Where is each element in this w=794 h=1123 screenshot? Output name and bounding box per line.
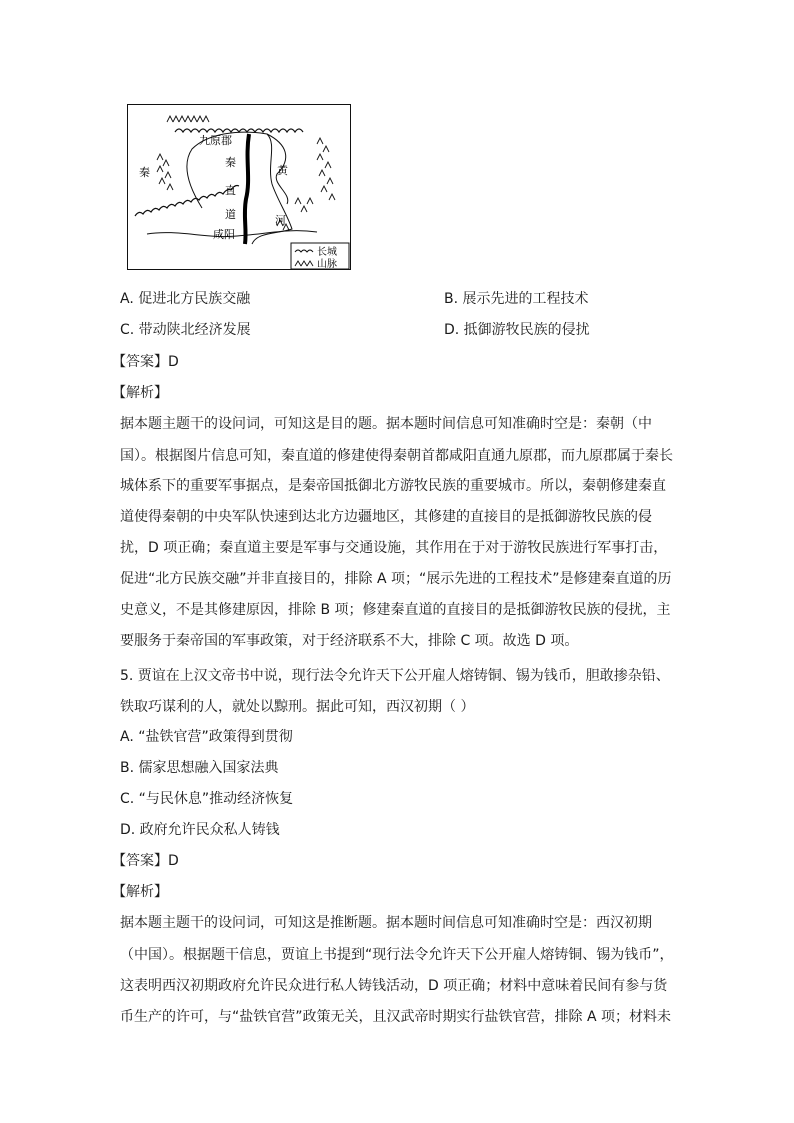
q4-answer: 【答案】D [112, 354, 179, 370]
q5-analysis-line: （中国）。根据题干信息，贾谊上书提到“现行法令允许天下公开雇人熔铸铜、锡为钱币”， [120, 947, 674, 963]
q4-analysis-line: 促进“北方民族交融”并非直接目的，排除 A 项；“展示先进的工程技术”是修建秦直道的历 [120, 571, 672, 587]
q4-analysis-line: 史意义，不是其修建原因，排除 B 项；修建秦直道的直接目的是抵御游牧民族的侵扰，主 [120, 602, 671, 618]
q5-option-b: B. 儒家思想融入国家法典 [120, 760, 279, 776]
legend-mountain-label: 山脉 [317, 259, 337, 270]
q5-analysis-label: 【解析】 [112, 884, 168, 900]
legend-wall-label: 长城 [317, 247, 337, 258]
q5-analysis-line: 据本题主题干的设问词，可知这是推断题。据本题时间信息可知准确时空是：西汉初期 [120, 915, 652, 931]
q4-option-b: B. 展示先进的工程技术 [444, 291, 589, 307]
q4-option-c: C. 带动陕北经济发展 [120, 322, 251, 338]
q4-analysis-line: 国）。根据图片信息可知，秦直道的修建使得秦朝首都咸阳直通九原郡，而九原郡属于秦长 [120, 448, 673, 464]
q4-analysis-line: 道使得秦朝的中央军队快速到达北方边疆地区，其修建的直接目的是抵御游牧民族的侵 [120, 509, 652, 525]
q5-stem-line: 5. 贾谊在上汉文帝书中说，现行法令允许天下公开雇人熔铸铜、锡为钱币，胆敢掺杂铅、 [120, 668, 670, 684]
q5-stem-line: 铁取巧谋利的人，就处以黥刑。据此可知，西汉初期（ ） [120, 699, 475, 715]
label-xianyang: 咸阳 [213, 228, 235, 241]
q5-analysis-line: 币生产的许可，与“盐铁官营”政策无关，且汉武帝时期实行盐铁官营，排除 A 项；材料未 [120, 1009, 671, 1025]
q5-option-d: D. 政府允许民众私人铸钱 [120, 822, 280, 838]
q5-analysis-line: 这表明西汉初期政府允许民众进行私人铸钱活动，D 项正确；材料中意味着民间有参与货 [120, 978, 668, 994]
qin-straight-road-map [127, 104, 351, 270]
label-left-qin: 秦 [139, 166, 150, 179]
label-qin-road-3: 道 [225, 208, 236, 221]
q4-analysis-line: 城体系下的重要军事据点，是秦帝国抵御北方游牧民族的重要城市。所以，秦朝修建秦直 [120, 478, 666, 494]
label-qin-road-1: 秦 [225, 156, 236, 169]
q5-stem [120, 666, 670, 728]
q4-analysis-line: 扰，D 项正确；秦直道主要是军事与交通设施，其作用在于对于游牧民族进行军事打击， [120, 540, 668, 556]
label-huang: 黄 [277, 164, 288, 177]
q4-analysis-line: 据本题主题干的设问词，可知这是目的题。据本题时间信息可知准确时空是：秦朝（中 [120, 416, 652, 432]
label-jiuyuan: 九原郡 [199, 134, 232, 147]
q5-option-a: A. “盐铁官营”政策得到贯彻 [120, 729, 293, 745]
q5-option-c: C. “与民休息”推动经济恢复 [120, 791, 294, 807]
q5-analysis [120, 913, 674, 1038]
q4-analysis-line: 要服务于秦帝国的军事政策，对于经济联系不大，排除 C 项。故选 D 项。 [120, 633, 579, 649]
q5-answer: 【答案】D [112, 853, 179, 869]
q4-analysis [120, 414, 673, 662]
q4-option-d: D. 抵御游牧民族的侵扰 [444, 322, 590, 338]
q4-analysis-label: 【解析】 [112, 385, 168, 401]
label-qin-road-2: 直 [225, 184, 236, 197]
q4-option-a: A. 促进北方民族交融 [120, 291, 251, 307]
label-he: 河 [275, 214, 286, 227]
